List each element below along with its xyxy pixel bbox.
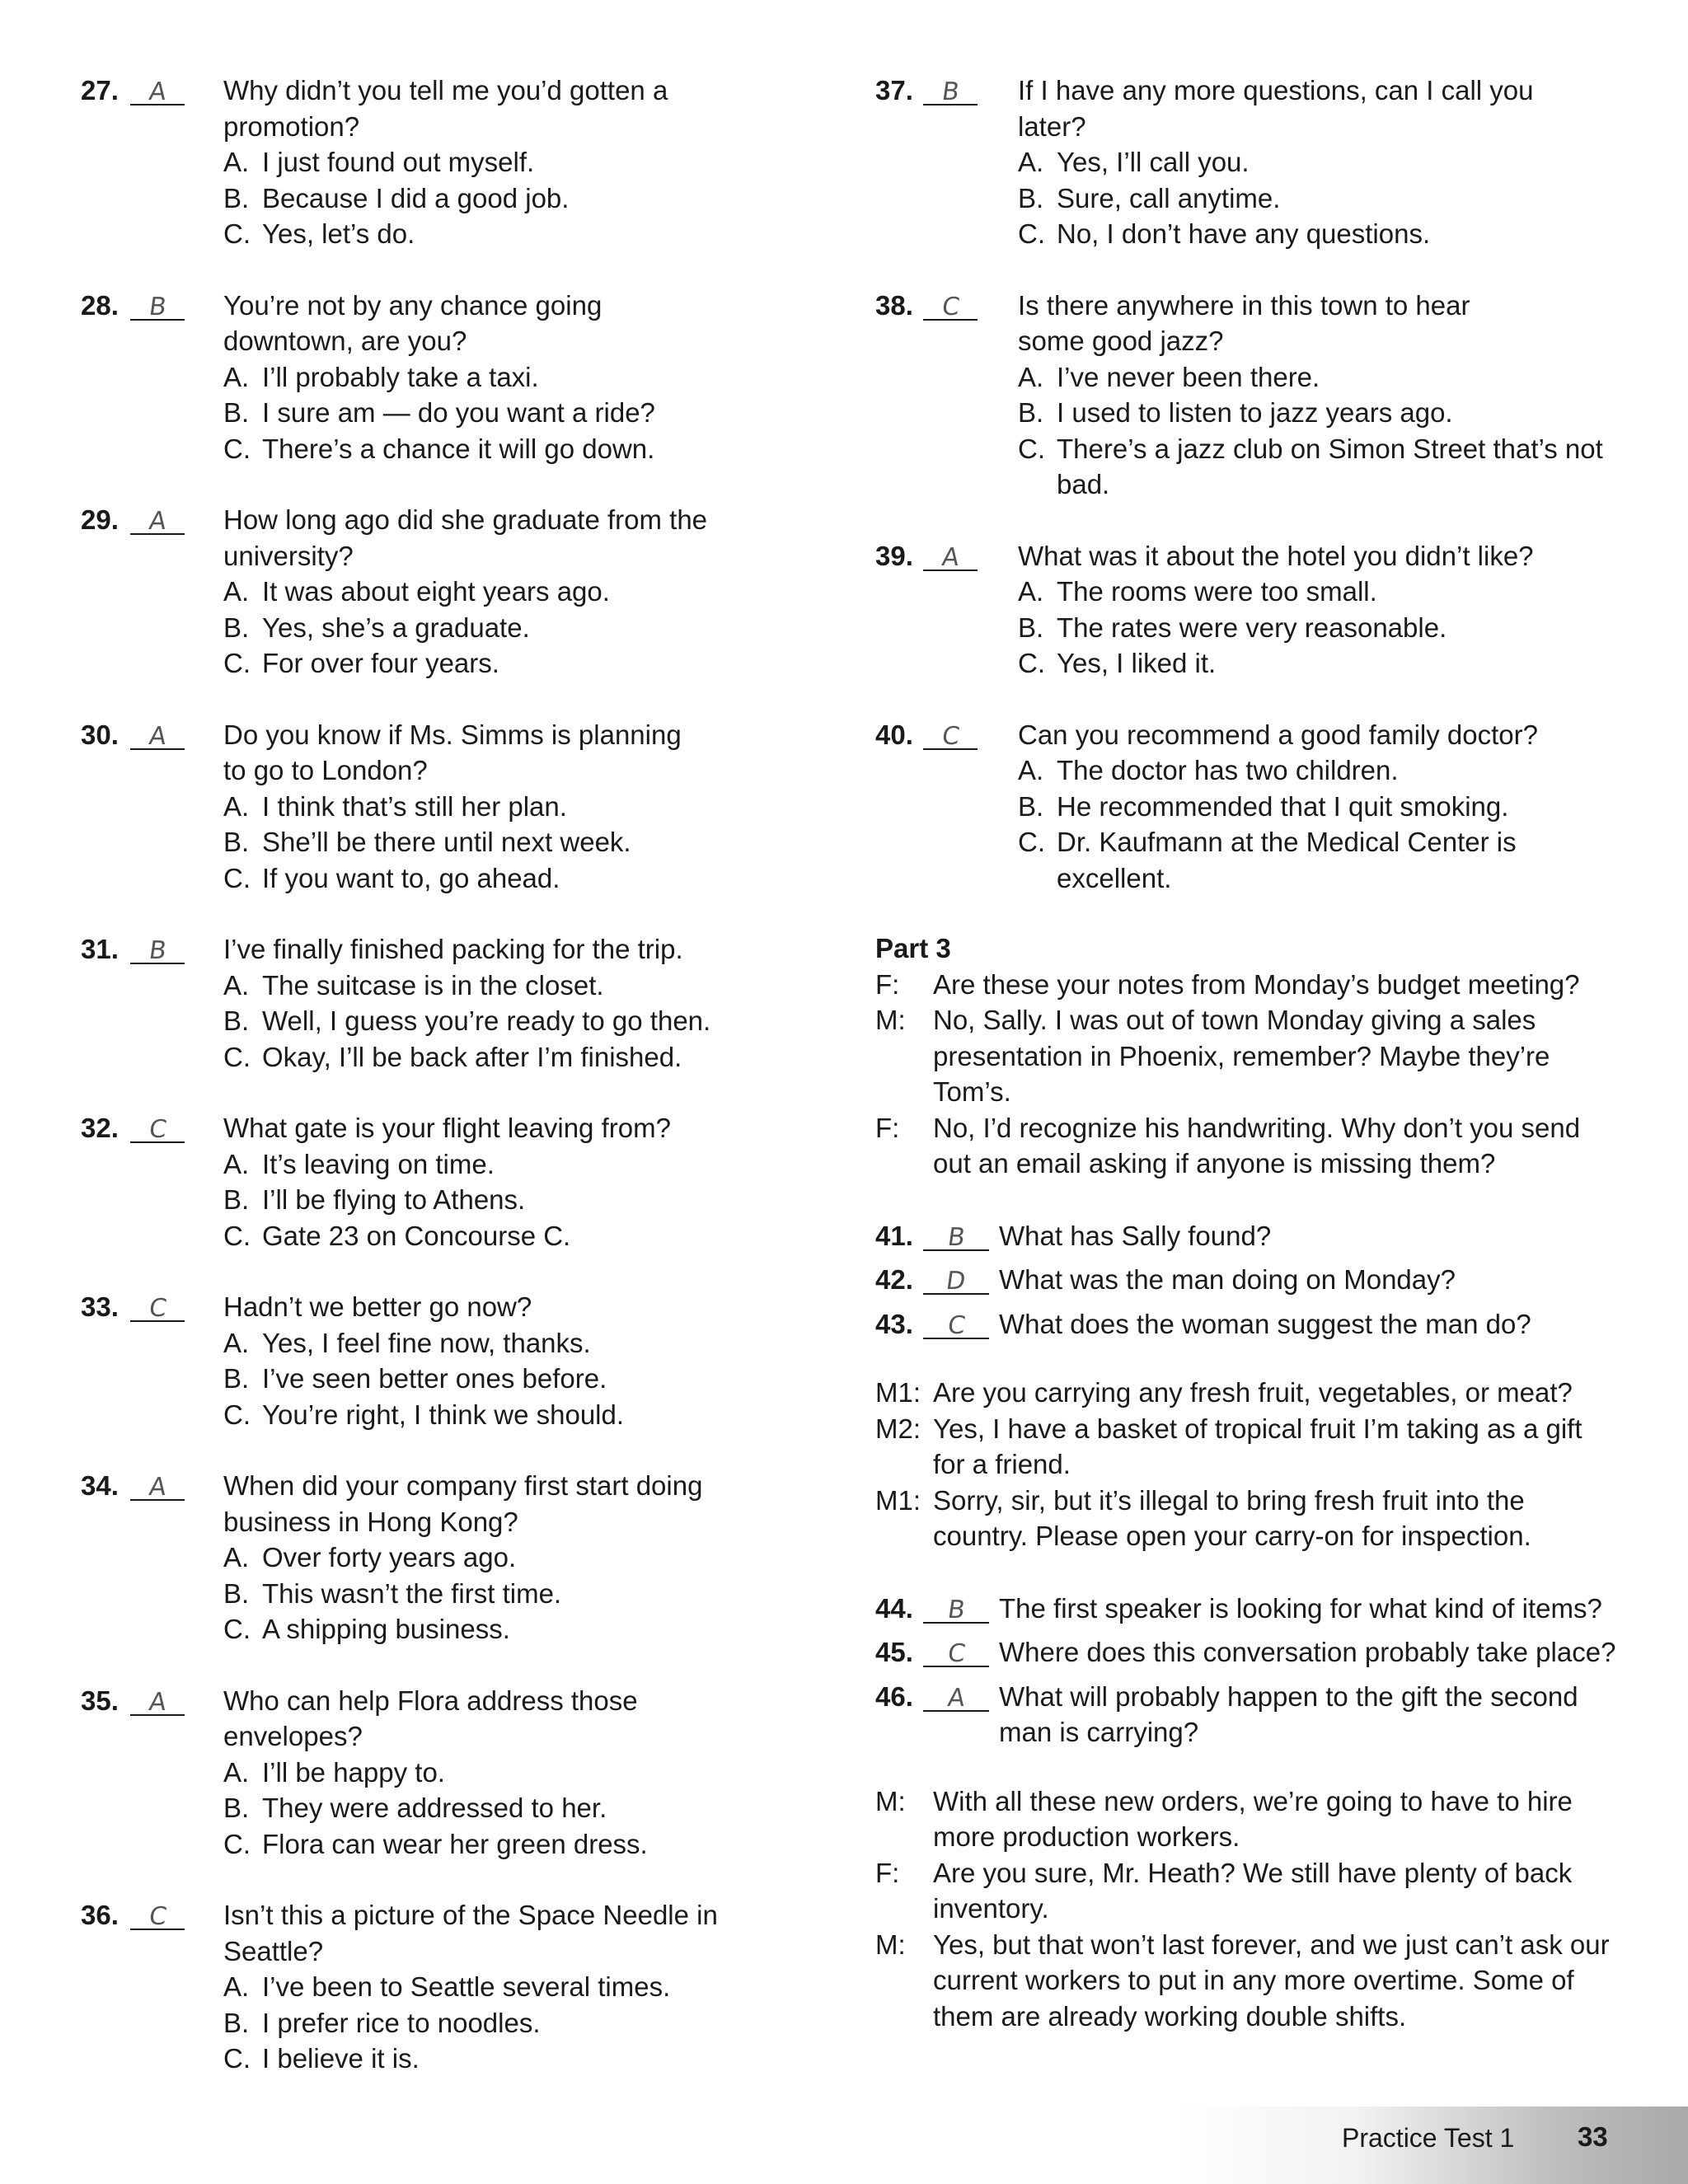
answer-option: [223, 1826, 823, 1863]
speaker-label: F:: [875, 968, 900, 1000]
question-item: [875, 1634, 1617, 1671]
handwritten-answer: C: [940, 292, 961, 321]
question-number: 32.: [81, 1113, 119, 1143]
question-number: 44.: [875, 1592, 913, 1624]
answer-option: [1018, 144, 1617, 180]
dialogue-text: With all these new orders, we’re going to have to hire more production workers.: [933, 1785, 1573, 1852]
option-letter: B.: [223, 1363, 250, 1394]
option-letter: B.: [223, 1577, 250, 1609]
question-text: envelopes?: [223, 1721, 363, 1751]
answer-option: [223, 395, 823, 431]
question-text: business in Hong Kong?: [223, 1506, 518, 1537]
answer-option: [223, 1039, 823, 1076]
question-item: [875, 1591, 1617, 1627]
footer-label: Practice Test 1: [1342, 2123, 1515, 2153]
question-text: Isn’t this a picture of the Space Needle in: [223, 1900, 718, 1930]
conversation: [875, 967, 1617, 1182]
dialogue-line: [875, 1483, 1617, 1554]
answer-option: [223, 645, 823, 682]
option-letter: B.: [1018, 790, 1044, 822]
question-text: How long ago did she graduate from the: [223, 504, 708, 535]
option-letter: C.: [1018, 433, 1045, 464]
answer-blank: [130, 502, 185, 535]
handwritten-answer: A: [147, 1473, 168, 1502]
option-text: I just found out myself.: [262, 147, 535, 177]
option-letter: A.: [223, 576, 250, 607]
speaker-label: F:: [875, 1857, 900, 1888]
answer-blank: [923, 1306, 989, 1339]
answer-blank: [923, 1679, 989, 1712]
question-text: What was the man doing on Monday?: [999, 1264, 1456, 1295]
question-number: 38.: [875, 289, 913, 321]
question-text: to go to London?: [223, 755, 428, 785]
option-letter: C.: [223, 1399, 251, 1430]
question-number: 39.: [875, 540, 913, 571]
handwritten-answer: A: [147, 1687, 168, 1717]
option-text: Yes, she’s a graduate.: [262, 612, 530, 643]
option-text: I prefer rice to noodles.: [262, 2007, 541, 2038]
handwritten-answer: B: [945, 1595, 967, 1624]
question-item: [81, 1683, 823, 1863]
dialogue-line: [875, 1002, 1617, 1110]
answer-blank: [130, 1289, 185, 1322]
option-letter: A.: [1018, 576, 1044, 607]
option-letter: B.: [1018, 182, 1044, 213]
option-letter: A.: [223, 1971, 250, 2002]
dialogue-line: [875, 1927, 1617, 2035]
option-letter: A.: [1018, 147, 1044, 177]
answer-blank: [923, 73, 978, 105]
question-text: If I have any more questions, can I call you: [1018, 75, 1534, 105]
question-number: 33.: [81, 1291, 119, 1322]
answer-blank: [923, 538, 978, 571]
option-letter: A.: [223, 147, 250, 177]
speaker-label: M:: [875, 1005, 906, 1035]
answer-option: [223, 1397, 823, 1433]
option-text: I’ve seen better ones before.: [262, 1363, 607, 1394]
speaker-label: M1:: [875, 1484, 921, 1516]
question-item: [81, 288, 823, 467]
question-item: [81, 73, 823, 252]
question-item: [875, 1218, 1617, 1254]
answer-option: [1018, 216, 1617, 252]
right-column: [875, 73, 1617, 2070]
dialogue-line: [875, 1375, 1617, 1411]
answer-option: [1018, 645, 1617, 682]
dialogue-text: Are you sure, Mr. Heath? We still have plenty of back inventory.: [933, 1857, 1573, 1924]
option-text: Flora can wear her green dress.: [262, 1828, 648, 1859]
handwritten-answer: A: [940, 542, 961, 572]
question-text: Why didn’t you tell me you’d gotten a: [223, 75, 668, 105]
option-text: They were addressed to her.: [262, 1793, 607, 1823]
question-number: 40.: [875, 719, 913, 750]
answer-option: [223, 1969, 823, 2005]
option-text: Yes, let’s do.: [262, 218, 415, 249]
answer-blank: [130, 717, 185, 750]
dialogue-text: Are you carrying any fresh fruit, vegetables, or meat?: [933, 1377, 1573, 1408]
answer-option: [223, 216, 823, 252]
question-number: 45.: [875, 1637, 913, 1667]
answer-option: [223, 180, 823, 217]
answer-option: [223, 1325, 823, 1361]
question-item: [875, 1679, 1617, 1750]
answer-option: [223, 574, 823, 610]
option-letter: B.: [1018, 612, 1044, 643]
question-item: [875, 1306, 1617, 1343]
option-letter: B.: [223, 2007, 250, 2038]
option-text: If you want to, go ahead.: [262, 862, 560, 893]
handwritten-answer: B: [147, 936, 168, 965]
option-text: You’re right, I think we should.: [262, 1399, 625, 1430]
option-text: There’s a chance it will go down.: [262, 433, 655, 464]
answer-option: [223, 610, 823, 646]
option-letter: A.: [1018, 361, 1044, 392]
answer-option: [223, 1218, 823, 1254]
option-text: It was about eight years ago.: [262, 576, 610, 607]
question-text: Is there anywhere in this town to hear: [1018, 289, 1470, 321]
option-letter: A.: [223, 1327, 250, 1358]
question-number: 41.: [875, 1220, 913, 1251]
answer-option: [223, 1003, 823, 1039]
option-text: I’ve never been there.: [1057, 361, 1320, 392]
question-text: What was it about the hotel you didn’t like?: [1018, 540, 1534, 571]
question-item: [875, 73, 1617, 252]
dialogue-text: Yes, I have a basket of tropical fruit I’m taking as a gift for a friend.: [933, 1413, 1582, 1479]
answer-option: [223, 968, 823, 1004]
question-number: 34.: [81, 1470, 119, 1501]
option-letter: A.: [223, 1756, 250, 1788]
question-number: 29.: [81, 504, 119, 535]
option-text: Because I did a good job.: [262, 182, 570, 213]
option-text: Gate 23 on Concourse C.: [262, 1220, 571, 1251]
dialogue-line: [875, 967, 1617, 1003]
answer-option: [223, 1146, 823, 1183]
option-text: I used to listen to jazz years ago.: [1057, 397, 1453, 428]
option-letter: C.: [223, 1220, 251, 1251]
question-text: What has Sally found?: [999, 1220, 1272, 1251]
option-letter: C.: [223, 862, 251, 893]
question-text: university?: [223, 540, 354, 571]
question-item: [81, 931, 823, 1075]
answer-blank: [130, 288, 185, 321]
handwritten-answer: D: [945, 1267, 968, 1296]
question-text: Do you know if Ms. Simms is planning: [223, 719, 682, 750]
handwritten-answer: C: [147, 1115, 168, 1144]
answer-option: [1018, 789, 1617, 825]
question-text: some good jazz?: [1018, 326, 1224, 356]
handwritten-answer: B: [945, 1222, 967, 1252]
dialogue-text: Are these your notes from Monday’s budget meeting?: [933, 968, 1580, 1000]
option-text: Sure, call anytime.: [1057, 182, 1281, 213]
handwritten-answer: B: [147, 292, 168, 321]
question-text: later?: [1018, 110, 1086, 142]
question-item: [81, 717, 823, 897]
question-text: Hadn’t we better go now?: [223, 1291, 532, 1322]
question-number: 28.: [81, 289, 119, 321]
question-text: promotion?: [223, 110, 360, 142]
answer-option: [1018, 610, 1617, 646]
answer-option: [223, 359, 823, 396]
speaker-label: M1:: [875, 1377, 921, 1408]
question-text: What will probably happen to the gift the second man is carrying?: [999, 1680, 1578, 1747]
handwritten-answer: A: [147, 721, 168, 751]
option-letter: B.: [223, 397, 250, 428]
option-letter: C.: [1018, 218, 1045, 249]
option-text: The doctor has two children.: [1057, 755, 1399, 785]
option-text: I’ll be happy to.: [262, 1756, 445, 1788]
option-letter: C.: [1018, 648, 1045, 678]
option-text: For over four years.: [262, 648, 499, 678]
dialogue-text: Yes, but that won’t last forever, and we just can’t ask our current workers to put in any more overtime. Some of them are already working double shifts.: [933, 1929, 1610, 2032]
option-letter: C.: [223, 648, 251, 678]
option-text: It’s leaving on time.: [262, 1148, 495, 1179]
option-letter: C.: [223, 1614, 251, 1644]
option-letter: A.: [223, 969, 250, 1001]
answer-option: [223, 860, 823, 897]
option-text: Well, I guess you’re ready to go then.: [262, 1005, 711, 1036]
option-text: The rates were very reasonable.: [1057, 612, 1447, 643]
question-number: 36.: [81, 1900, 119, 1930]
answer-blank: [130, 1468, 185, 1501]
option-letter: C.: [223, 1828, 251, 1859]
answer-option: [1018, 359, 1617, 396]
speaker-label: F:: [875, 1112, 900, 1143]
handwritten-answer: A: [147, 77, 168, 106]
answer-option: [223, 1611, 823, 1647]
option-text: This wasn’t the first time.: [262, 1577, 562, 1609]
question-text: Seattle?: [223, 1935, 324, 1966]
section-title: Part 3: [875, 933, 951, 963]
answer-blank: [923, 1262, 989, 1295]
answer-blank: [130, 1683, 185, 1716]
dialogue-text: Sorry, sir, but it’s illegal to bring fresh fruit into the country. Please open your carry-on for inspection.: [933, 1484, 1531, 1551]
option-text: The suitcase is in the closet.: [262, 969, 604, 1001]
answer-blank: [130, 1897, 185, 1930]
answer-option: [1018, 752, 1617, 789]
handwritten-answer: A: [945, 1683, 967, 1713]
option-text: Okay, I’ll be back after I’m finished.: [262, 1041, 682, 1072]
option-letter: C.: [223, 433, 251, 464]
dialogue-text: No, Sally. I was out of town Monday giving a sales presentation in Phoenix, remember? Maybe they’re Tom’s.: [933, 1005, 1550, 1107]
option-letter: C.: [223, 2043, 251, 2074]
option-letter: C.: [223, 218, 251, 249]
answer-option: [223, 1790, 823, 1826]
answer-option: [223, 2005, 823, 2041]
answer-option: [1018, 395, 1617, 431]
question-item: [81, 502, 823, 682]
dialogue-line: [875, 1411, 1617, 1483]
question-text: Can you recommend a good family doctor?: [1018, 719, 1538, 750]
answer-option: [223, 1540, 823, 1576]
question-item: [81, 1468, 823, 1647]
option-letter: C.: [223, 1041, 251, 1072]
option-text: Yes, I feel fine now, thanks.: [262, 1327, 591, 1358]
conversation: [875, 1783, 1617, 2035]
answer-option: [223, 2041, 823, 2077]
handwritten-answer: C: [940, 721, 961, 751]
question-number: 42.: [875, 1264, 913, 1295]
option-letter: A.: [223, 1542, 250, 1572]
option-letter: B.: [223, 1184, 250, 1215]
answer-blank: [923, 1591, 989, 1624]
option-text: The rooms were too small.: [1057, 576, 1377, 607]
answer-blank: [923, 288, 978, 321]
option-text: Yes, I’ll call you.: [1057, 147, 1250, 177]
answer-blank: [923, 1218, 989, 1251]
question-number: 43.: [875, 1308, 913, 1339]
question-item: [81, 1289, 823, 1432]
handwritten-answer: C: [945, 1310, 967, 1340]
answer-blank: [923, 717, 978, 750]
handwritten-answer: B: [940, 77, 961, 106]
option-letter: A.: [1018, 755, 1044, 785]
dialogue-line: [875, 1783, 1617, 1855]
option-letter: B.: [223, 827, 250, 857]
question-number: 27.: [81, 75, 119, 105]
option-letter: C.: [1018, 827, 1045, 857]
question-text: You’re not by any chance going: [223, 289, 603, 321]
answer-option: [223, 1182, 823, 1218]
option-text: He recommended that I quit smoking.: [1057, 790, 1509, 822]
option-letter: B.: [223, 1005, 250, 1036]
answer-option: [1018, 180, 1617, 217]
option-letter: B.: [223, 612, 250, 643]
question-item: [81, 1897, 823, 2077]
answer-option: [223, 824, 823, 860]
page-number: 33: [1578, 2121, 1608, 2152]
speaker-label: M:: [875, 1785, 906, 1816]
dialogue-text: No, I’d recognize his handwriting. Why don’t you send out an email asking if anyone is missing them?: [933, 1112, 1581, 1179]
answer-blank: [130, 1110, 185, 1143]
handwritten-answer: C: [147, 1294, 168, 1323]
option-letter: A.: [223, 361, 250, 392]
question-text: Where does this conversation probably take place?: [999, 1637, 1616, 1667]
question-text: downtown, are you?: [223, 326, 467, 356]
question-item: [875, 1262, 1617, 1298]
answer-option: [1018, 431, 1617, 503]
option-text: I’ll be flying to Athens.: [262, 1184, 526, 1215]
option-letter: B.: [223, 1793, 250, 1823]
left-column: [81, 73, 823, 2112]
option-text: I believe it is.: [262, 2043, 420, 2074]
answer-option: [223, 144, 823, 180]
option-text: There’s a jazz club on Simon Street that’s not bad.: [1057, 433, 1603, 499]
option-letter: B.: [223, 182, 250, 213]
question-text: I’ve finally finished packing for the trip.: [223, 934, 683, 964]
conversation: [875, 1375, 1617, 1554]
answer-option: [1018, 574, 1617, 610]
question-text: What gate is your flight leaving from?: [223, 1113, 671, 1143]
question-number: 35.: [81, 1685, 119, 1716]
option-letter: B.: [1018, 397, 1044, 428]
option-letter: A.: [223, 1148, 250, 1179]
option-text: Yes, I liked it.: [1057, 648, 1217, 678]
answer-option: [1018, 824, 1617, 896]
option-text: I think that’s still her plan.: [262, 790, 567, 822]
option-text: I’ll probably take a taxi.: [262, 361, 539, 392]
answer-blank: [130, 73, 185, 105]
answer-option: [223, 1755, 823, 1791]
question-number: 31.: [81, 934, 119, 964]
answer-option: [223, 1576, 823, 1612]
option-text: Over forty years ago.: [262, 1542, 517, 1572]
question-item: [875, 717, 1617, 897]
answer-option: [223, 431, 823, 467]
question-number: 46.: [875, 1680, 913, 1712]
option-letter: A.: [223, 790, 250, 822]
question-text: What does the woman suggest the man do?: [999, 1308, 1531, 1339]
dialogue-line: [875, 1110, 1617, 1182]
handwritten-answer: C: [945, 1639, 967, 1668]
question-item: [875, 288, 1617, 503]
answer-blank: [923, 1634, 989, 1667]
speaker-label: M:: [875, 1929, 906, 1960]
question-text: The first speaker is looking for what kind of items?: [999, 1592, 1602, 1624]
option-text: I’ve been to Seattle several times.: [262, 1971, 671, 2002]
answer-blank: [130, 931, 185, 964]
question-text: Who can help Flora address those: [223, 1685, 638, 1716]
answer-option: [223, 1361, 823, 1397]
question-group: [875, 1218, 1617, 1343]
handwritten-answer: C: [147, 1902, 168, 1931]
question-group: [875, 1591, 1617, 1750]
question-item: [875, 538, 1617, 682]
answer-option: [223, 789, 823, 825]
question-item: [81, 1110, 823, 1254]
question-text: When did your company first start doing: [223, 1470, 703, 1501]
dialogue-line: [875, 1855, 1617, 1927]
option-text: A shipping business.: [262, 1614, 510, 1644]
option-text: I sure am — do you want a ride?: [262, 397, 655, 428]
handwritten-answer: A: [147, 507, 168, 536]
question-number: 30.: [81, 719, 119, 750]
speaker-label: M2:: [875, 1413, 921, 1444]
option-text: No, I don’t have any questions.: [1057, 218, 1431, 249]
option-text: Dr. Kaufmann at the Medical Center is excellent.: [1057, 827, 1517, 893]
question-number: 37.: [875, 75, 913, 105]
option-text: She’ll be there until next week.: [262, 827, 631, 857]
